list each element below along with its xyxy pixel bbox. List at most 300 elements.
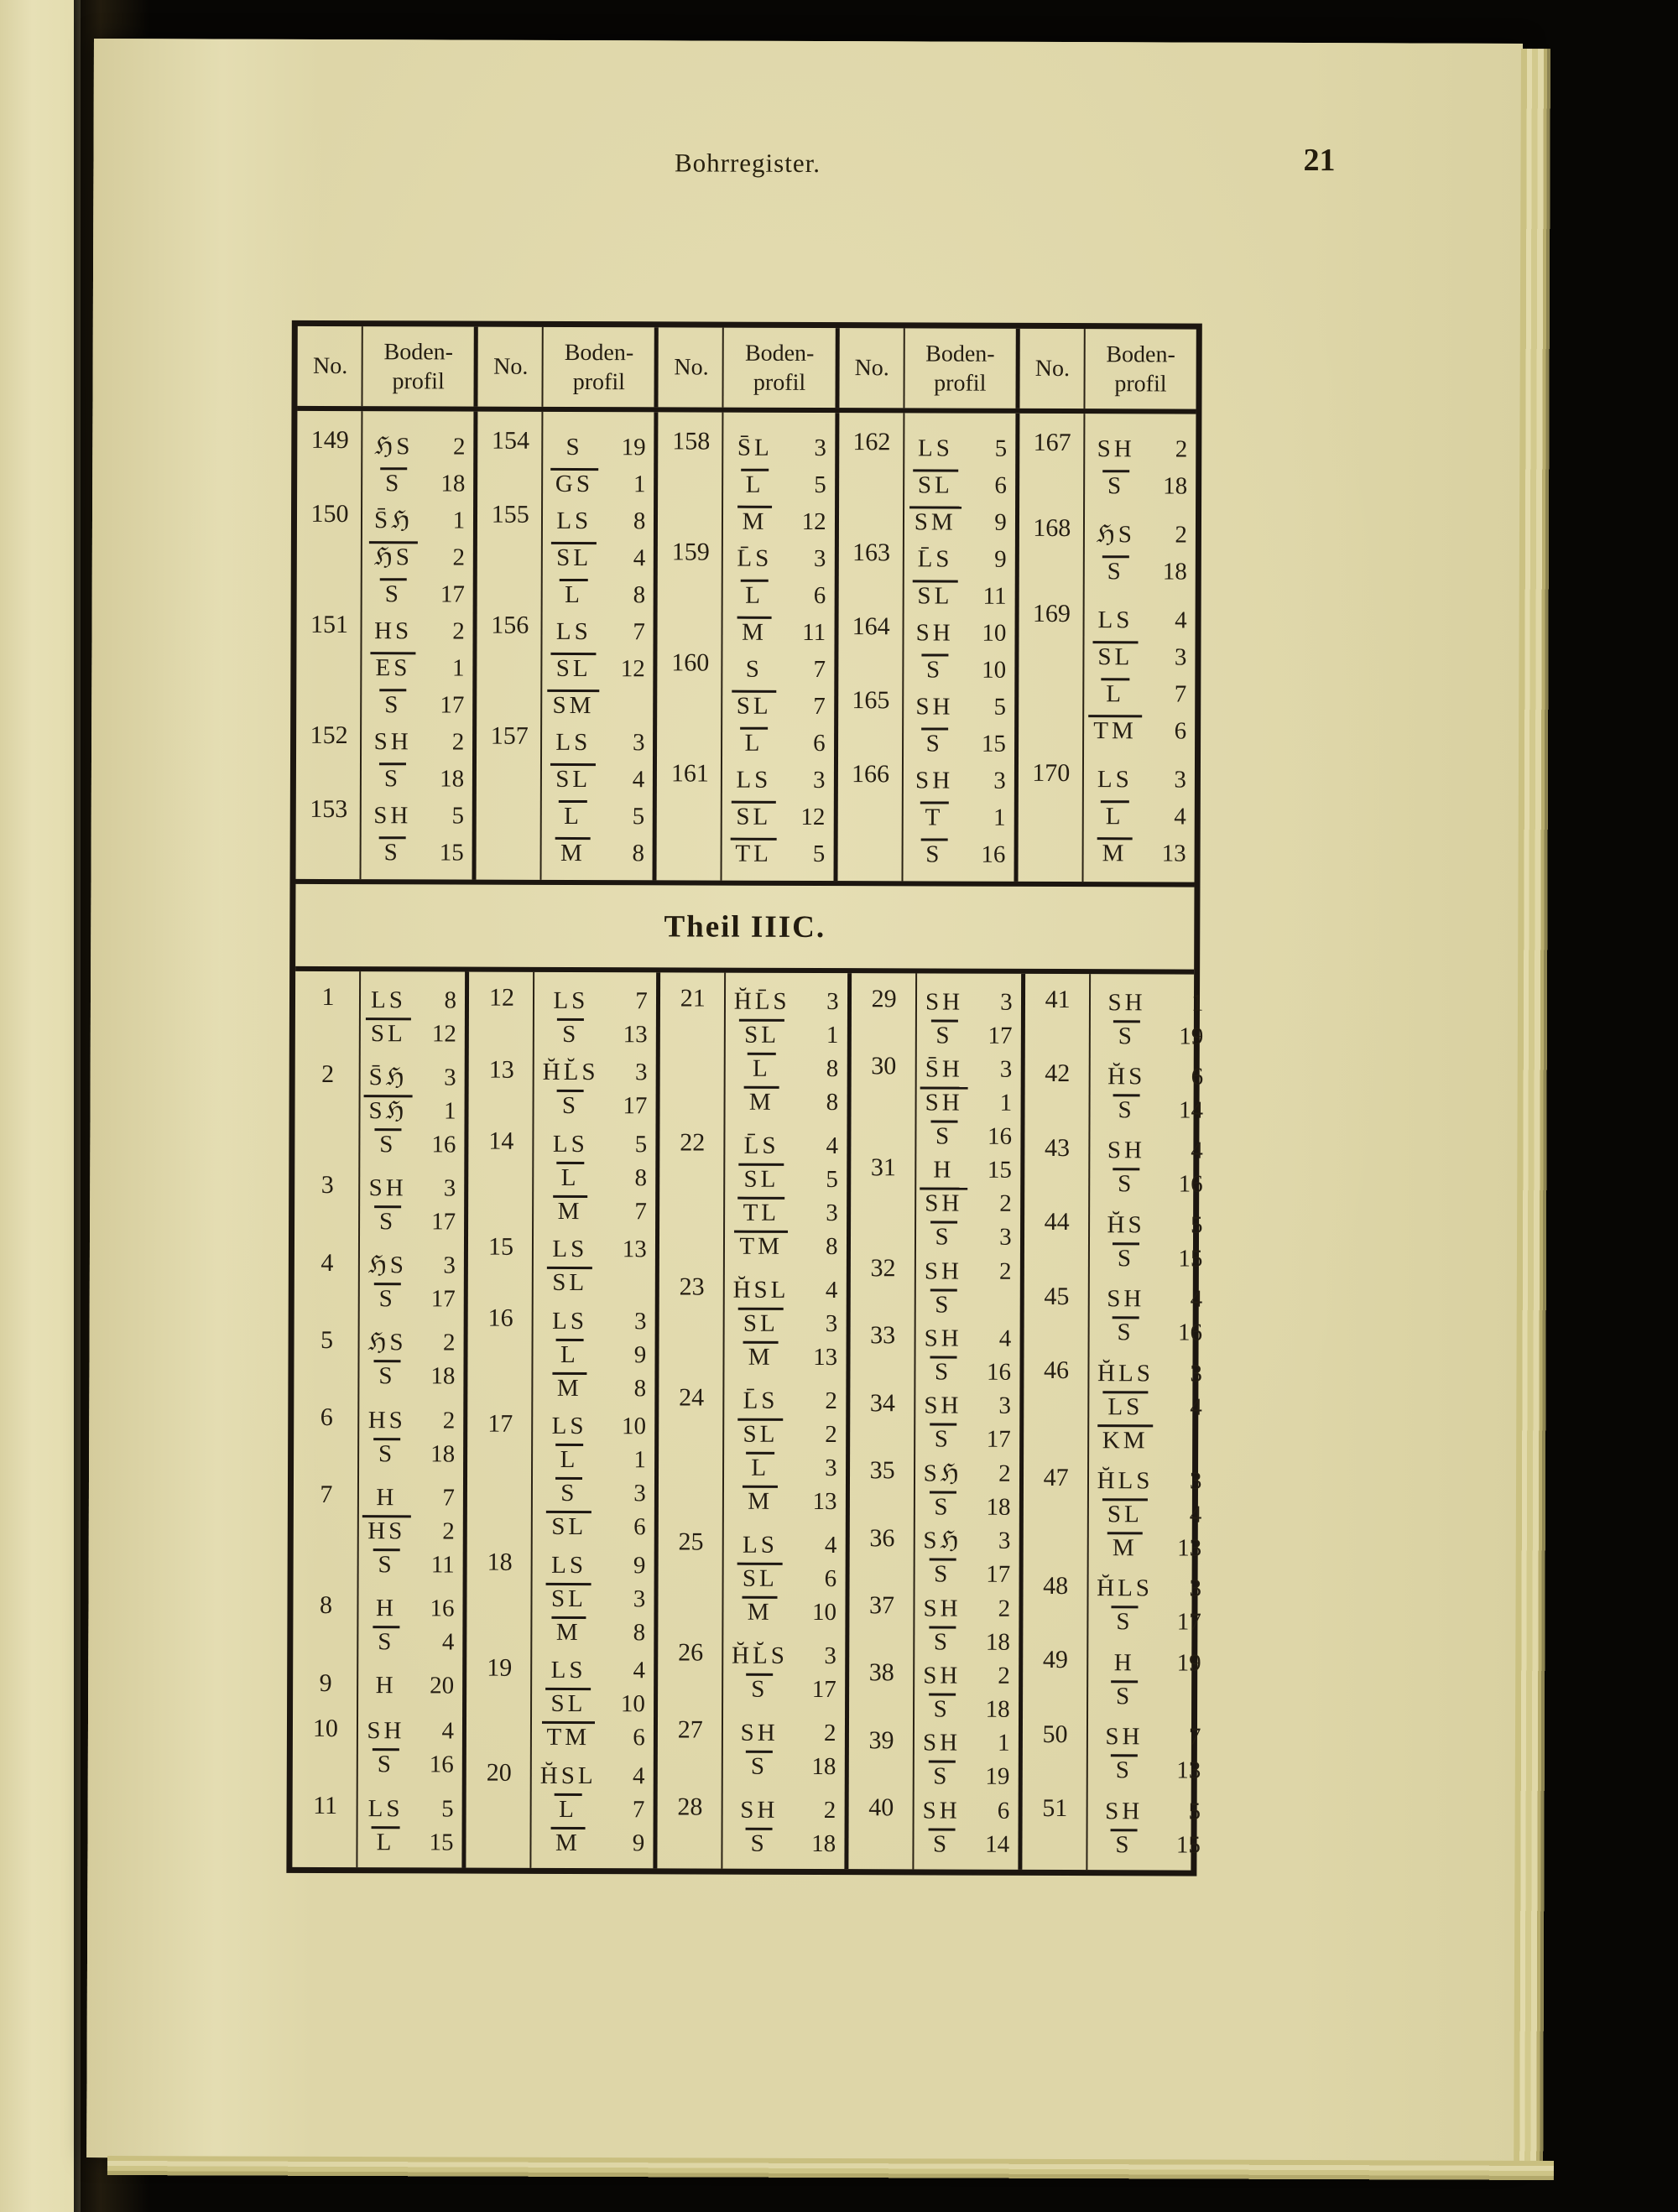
layer-thickness: 6 <box>633 1513 646 1541</box>
layer-code: S̄L <box>737 434 773 461</box>
layer-thickness: 1 <box>452 507 466 534</box>
boring-number: 150 <box>310 499 349 528</box>
boring-number: 49 <box>1042 1646 1068 1674</box>
profile-layer <box>1092 1717 1201 1751</box>
layer-thickness: 8 <box>632 839 645 867</box>
layer-thickness: 15 <box>1178 1245 1203 1273</box>
soil-profile <box>1090 1131 1212 1199</box>
register-entry <box>467 1406 654 1541</box>
profile-layer <box>727 424 826 461</box>
layer-thickness: 3 <box>1190 1360 1202 1387</box>
header-bodenprofil-line1: Boden- <box>744 340 815 367</box>
layer-code: S <box>379 836 406 866</box>
layer-code: SH <box>740 1719 779 1746</box>
profile-layer <box>362 1588 454 1621</box>
register-entry <box>658 1712 845 1780</box>
layer-code: SM <box>909 506 961 536</box>
boring-number: 46 <box>1044 1356 1070 1385</box>
section-divider <box>295 879 1194 975</box>
soil-profile <box>1084 596 1196 744</box>
layer-thickness: 2 <box>825 1387 838 1414</box>
boring-number: 36 <box>869 1523 895 1552</box>
boring-number: 154 <box>491 426 530 455</box>
layer-thickness: 3 <box>633 1480 646 1507</box>
soil-profile <box>904 683 1015 757</box>
layer-code: S <box>929 1491 956 1520</box>
profile-layer <box>1087 830 1186 867</box>
layer-thickness: 16 <box>1178 1170 1203 1199</box>
register-entry <box>297 497 474 608</box>
layer-thickness: 10 <box>982 656 1007 684</box>
register-entry <box>293 1665 462 1701</box>
register-section-top <box>296 411 1196 882</box>
profile-layer <box>365 829 464 866</box>
layer-thickness: 8 <box>826 1232 838 1260</box>
profile-layer <box>546 645 645 682</box>
boring-number: 22 <box>680 1128 706 1157</box>
profile-layer <box>907 646 1006 683</box>
layer-code: H̆L̄S <box>733 987 790 1015</box>
layer-code: S <box>930 1288 956 1318</box>
layer-thickness: 15 <box>987 1157 1012 1184</box>
profile-layer <box>918 1521 1010 1554</box>
register-entry <box>839 424 1016 536</box>
profile-layer <box>1092 1279 1202 1313</box>
register-entry <box>295 980 465 1048</box>
layer-thickness: 5 <box>994 435 1008 462</box>
layer-thickness: 17 <box>431 1208 456 1236</box>
layer-code: L <box>554 1793 582 1823</box>
boring-number: 163 <box>852 539 891 567</box>
layer-thickness: 4 <box>1191 1137 1203 1165</box>
boring-number: 34 <box>869 1389 895 1418</box>
layer-thickness: 4 <box>441 1717 455 1745</box>
layer-code: S <box>929 1693 956 1722</box>
boring-number: 28 <box>677 1793 703 1821</box>
soil-profile <box>914 1790 1018 1857</box>
layer-thickness: 5 <box>634 1130 648 1158</box>
layer-code: LS <box>551 1413 587 1440</box>
boring-number: 152 <box>310 721 348 750</box>
layer-thickness: 12 <box>800 803 826 830</box>
register-entry <box>294 1323 463 1391</box>
layer-code: L <box>1101 800 1129 830</box>
layer-thickness: 16 <box>987 1358 1012 1386</box>
header-bodenprofil-label <box>544 337 654 396</box>
layer-thickness: 15 <box>1175 1831 1201 1859</box>
layer-thickness: 16 <box>429 1751 454 1778</box>
boring-number: 16 <box>487 1304 513 1332</box>
layer-code: S̄H <box>925 1055 963 1083</box>
register-entry <box>1024 982 1212 1050</box>
boring-number: 44 <box>1044 1208 1070 1236</box>
boring-number: 12 <box>488 983 515 1012</box>
header-bodenprofil-line1: Boden- <box>383 338 454 365</box>
layer-thickness: 2 <box>825 1420 837 1448</box>
layer-thickness: 17 <box>986 1560 1011 1589</box>
profile-layer <box>1088 511 1187 548</box>
profile-layer <box>729 981 839 1015</box>
profile-layer <box>366 533 465 570</box>
layer-code: SL <box>547 1267 592 1297</box>
register-entry <box>657 756 834 867</box>
register-entry <box>849 1655 1019 1723</box>
layer-code: S <box>1111 1754 1138 1783</box>
soil-profile <box>532 1545 654 1647</box>
layer-thickness: 7 <box>442 1484 456 1512</box>
layer-code: TM <box>734 1230 788 1260</box>
layer-thickness: 3 <box>826 1199 838 1226</box>
register-entry <box>296 792 473 867</box>
soil-profile <box>723 1636 845 1704</box>
layer-code: SH <box>924 1325 962 1352</box>
profile-layer <box>907 720 1006 757</box>
layer-code: S <box>921 727 948 757</box>
profile-layer <box>906 830 1005 867</box>
layer-code: SH <box>1107 988 1146 1017</box>
layer-code: L <box>559 800 587 830</box>
layer-code: S <box>929 1559 956 1588</box>
layer-code: S <box>746 1750 773 1779</box>
layer-code: LS <box>556 507 592 534</box>
layer-code: T <box>920 801 949 830</box>
layer-thickness: 7 <box>635 986 648 1014</box>
profile-layer <box>1093 1090 1203 1124</box>
profile-layer <box>363 1246 456 1279</box>
layer-thickness: 3 <box>999 1055 1013 1083</box>
register-entry <box>1019 425 1196 500</box>
layer-thickness: 2 <box>452 433 466 461</box>
layer-code: S <box>1102 555 1129 585</box>
profile-layer <box>908 498 1007 535</box>
profile-layer <box>918 1689 1010 1723</box>
register-entry <box>838 683 1015 757</box>
layer-thickness: 3 <box>825 1309 838 1337</box>
profile-layer <box>920 1217 1012 1251</box>
layer-thickness: 5 <box>993 693 1007 721</box>
profile-layer <box>1093 1205 1203 1238</box>
profile-layer <box>363 1124 456 1158</box>
layer-thickness: 6 <box>633 1724 645 1751</box>
layer-thickness: 4 <box>633 1657 646 1684</box>
register-entry <box>293 1711 462 1779</box>
profile-layer <box>536 1507 646 1540</box>
layer-code: S <box>930 1221 957 1251</box>
soil-profile <box>915 1656 1019 1723</box>
profile-layer <box>920 1049 1012 1083</box>
soil-profile <box>904 609 1015 683</box>
layer-code: TL <box>738 1196 785 1226</box>
profile-layer <box>727 609 826 646</box>
profile-layer <box>362 1666 454 1699</box>
register-entry <box>849 1453 1019 1521</box>
soil-profile <box>1085 425 1196 499</box>
layer-thickness: 8 <box>633 1618 646 1646</box>
layer-code: L <box>560 579 588 608</box>
boring-number: 159 <box>671 538 710 566</box>
layer-code: S <box>1111 1606 1138 1636</box>
layer-thickness: 1 <box>633 470 646 497</box>
layer-thickness: 7 <box>634 1197 647 1225</box>
layer-code: H̆LS <box>1097 1574 1154 1602</box>
layer-thickness: 7 <box>1174 680 1187 708</box>
layer-code: SH <box>373 727 412 756</box>
soil-profile <box>357 1788 461 1855</box>
soil-profile <box>359 1477 463 1578</box>
profile-layer <box>1094 982 1204 1016</box>
profile-layer <box>546 608 645 645</box>
layer-thickness: 3 <box>812 766 826 794</box>
page-stack-edge-bottom <box>107 2156 1554 2189</box>
soil-profile <box>722 646 834 757</box>
profile-layer <box>536 1473 646 1507</box>
boring-number: 149 <box>310 425 349 455</box>
soil-profile <box>1087 1717 1209 1785</box>
layer-code: LS <box>553 986 589 1014</box>
soil-profile <box>1089 1205 1211 1273</box>
soil-profile <box>915 1521 1019 1588</box>
register-entry <box>850 1386 1019 1454</box>
boring-number: 27 <box>677 1715 703 1744</box>
profile-layer <box>727 1381 837 1414</box>
header-bodenprofil-label <box>724 338 835 397</box>
layer-thickness: 5 <box>826 1165 838 1193</box>
layer-thickness: 4 <box>1190 1285 1203 1313</box>
profile-layer <box>728 1226 838 1260</box>
layer-thickness: 6 <box>994 471 1008 499</box>
register-entry <box>659 1380 846 1515</box>
layer-thickness: 5 <box>451 802 465 830</box>
layer-thickness: 16 <box>988 1122 1013 1150</box>
layer-code: S <box>374 1205 401 1235</box>
layer-code: SL <box>1092 641 1138 671</box>
layer-code: LS <box>1102 1391 1148 1421</box>
layer-code: S <box>745 655 763 683</box>
header-column-pair <box>1015 329 1196 409</box>
soil-profile <box>1088 1642 1210 1710</box>
header-bodenprofil-line1: Boden- <box>1106 341 1175 368</box>
layer-thickness: 3 <box>444 1064 456 1091</box>
layer-code: L <box>740 726 769 756</box>
register-entry <box>1023 1569 1210 1637</box>
layer-thickness: 2 <box>998 1595 1011 1622</box>
layer-thickness: 4 <box>1189 1501 1202 1528</box>
profile-layer <box>546 571 645 608</box>
register-entry <box>469 981 656 1049</box>
layer-code: M <box>737 505 773 534</box>
layer-code: KM <box>1097 1424 1154 1455</box>
layer-code: S <box>928 1761 955 1790</box>
profile-layer <box>727 1414 837 1448</box>
profile-layer <box>365 644 464 681</box>
profile-layer <box>1087 596 1186 633</box>
register-entry <box>850 1319 1019 1387</box>
layer-thickness: 3 <box>1174 766 1186 794</box>
soil-profile <box>362 607 473 718</box>
boring-number: 9 <box>319 1668 332 1697</box>
register-entry <box>477 497 654 609</box>
soil-profile <box>534 1052 656 1120</box>
register-entry <box>477 719 654 867</box>
layer-code: L <box>1101 678 1129 707</box>
register-entry <box>659 1269 846 1371</box>
profile-layer <box>362 1434 455 1467</box>
boring-number: 32 <box>870 1254 896 1283</box>
layer-code: LS <box>736 766 772 794</box>
profile-layer <box>1092 1313 1202 1346</box>
header-bodenprofil-line1: Boden- <box>925 340 995 367</box>
register-entry <box>848 1723 1018 1791</box>
profile-layer <box>366 497 465 533</box>
layer-thickness: 3 <box>443 1252 456 1279</box>
layer-code: SL <box>551 653 597 683</box>
profile-layer <box>1093 1131 1203 1164</box>
profile-layer <box>727 683 826 720</box>
profile-layer <box>727 1337 837 1371</box>
layer-code: L̄S <box>743 1132 779 1159</box>
layer-code: LS <box>1097 765 1133 794</box>
layer-thickness: 3 <box>825 1454 837 1481</box>
layer-thickness: 3 <box>443 1174 456 1202</box>
layer-thickness: 4 <box>826 1132 839 1159</box>
layer-thickness: 13 <box>622 1236 647 1263</box>
register-entry <box>468 1124 655 1226</box>
profile-layer <box>363 1090 456 1124</box>
profile-layer <box>917 1723 1009 1757</box>
register-entry <box>838 535 1015 610</box>
layer-thickness: 8 <box>633 507 646 534</box>
boring-register-table <box>286 320 1204 1876</box>
register-entry <box>294 1245 464 1313</box>
layer-code: SL <box>912 580 957 610</box>
soil-profile <box>533 1301 654 1403</box>
layer-code: SH <box>923 1595 961 1622</box>
profile-layer <box>363 1168 456 1202</box>
profile-layer <box>365 718 464 755</box>
layer-code: M <box>550 1827 586 1856</box>
soil-profile <box>543 497 654 608</box>
layer-thickness: 3 <box>1174 643 1187 671</box>
page-number: 21 <box>1303 143 1336 179</box>
profile-layer <box>727 1636 836 1669</box>
layer-code: H̆SL <box>539 1762 597 1789</box>
profile-layer <box>726 1824 836 1857</box>
layer-thickness: 19 <box>985 1763 1010 1791</box>
profile-layer <box>727 1448 837 1481</box>
register-column-pair <box>461 972 656 1869</box>
layer-thickness: 8 <box>633 1374 647 1402</box>
boring-number: 156 <box>491 611 529 639</box>
profile-layer <box>538 1014 648 1048</box>
profile-layer <box>920 1083 1012 1116</box>
header-column-pair <box>474 327 655 408</box>
layer-thickness: 17 <box>986 1426 1011 1454</box>
boring-number: 167 <box>1033 428 1071 457</box>
layer-code: S <box>1113 1168 1139 1198</box>
soil-profile <box>916 1150 1020 1251</box>
layer-thickness: 3 <box>633 1585 646 1612</box>
layer-thickness: 8 <box>826 1054 839 1082</box>
soil-profile <box>533 1406 654 1541</box>
soil-profile <box>722 1790 844 1858</box>
header-no-label: No. <box>312 352 348 379</box>
boring-number: 20 <box>486 1758 512 1787</box>
layer-code: SH <box>915 619 954 647</box>
profile-layer <box>920 981 1013 1015</box>
register-entry <box>851 1150 1020 1252</box>
layer-code: SH <box>924 1392 962 1420</box>
layer-code: LS <box>555 728 591 756</box>
profile-layer <box>727 1746 836 1780</box>
boring-number: 170 <box>1032 758 1071 788</box>
register-entry <box>468 1229 655 1297</box>
profile-layer <box>907 572 1006 609</box>
layer-thickness: 15 <box>439 839 464 867</box>
profile-layer <box>362 1788 454 1822</box>
layer-thickness: 16 <box>431 1131 456 1158</box>
layer-code: S <box>1102 470 1129 499</box>
profile-layer <box>918 1554 1010 1588</box>
layer-code: SH <box>915 693 954 721</box>
boring-number: 19 <box>487 1653 513 1682</box>
profile-layer <box>536 1545 646 1579</box>
header-bodenprofil-line2: profil <box>753 369 806 396</box>
soil-profile <box>724 1381 846 1516</box>
boring-number: 13 <box>488 1055 514 1084</box>
layer-code: TM <box>542 1721 596 1751</box>
layer-thickness: 10 <box>620 1690 645 1718</box>
profile-layer <box>1092 1528 1201 1562</box>
profile-layer <box>727 498 826 535</box>
soil-profile <box>1083 756 1195 867</box>
register-entry <box>657 645 834 757</box>
register-column-pair <box>833 413 1015 882</box>
profile-layer <box>726 1790 836 1824</box>
layer-thickness: 18 <box>1163 472 1188 500</box>
layer-code: SH <box>1107 1285 1145 1313</box>
boring-number: 162 <box>852 428 891 456</box>
layer-code: L <box>741 468 769 497</box>
layer-code: H <box>933 1156 955 1184</box>
layer-code: S <box>557 1090 584 1119</box>
boring-number: 158 <box>672 427 711 455</box>
profile-layer <box>535 1579 645 1612</box>
boring-number: 23 <box>679 1273 705 1301</box>
profile-layer <box>364 980 456 1013</box>
profile-layer <box>908 461 1007 498</box>
layer-thickness: 6 <box>1174 717 1187 745</box>
soil-profile <box>916 1049 1020 1150</box>
layer-code: SH <box>920 1086 968 1116</box>
boring-number: 39 <box>868 1725 894 1754</box>
boring-number: 15 <box>487 1232 514 1261</box>
layer-code: M <box>1097 837 1133 867</box>
profile-layer <box>920 1015 1012 1049</box>
boring-number: 6 <box>320 1403 333 1431</box>
boring-number: 43 <box>1044 1133 1071 1162</box>
layer-code: SL <box>739 1018 784 1049</box>
layer-thickness: 4 <box>998 1325 1012 1352</box>
profile-layer <box>1092 1569 1201 1602</box>
profile-layer <box>728 1270 838 1304</box>
layer-code: S <box>1113 1242 1139 1272</box>
layer-thickness: 1 <box>1191 989 1204 1017</box>
register-entry <box>467 1301 654 1403</box>
profile-layer <box>361 1822 453 1855</box>
layer-thickness: 2 <box>443 1329 456 1356</box>
layer-thickness: 5 <box>632 802 645 830</box>
layer-thickness: 18 <box>430 1362 456 1390</box>
